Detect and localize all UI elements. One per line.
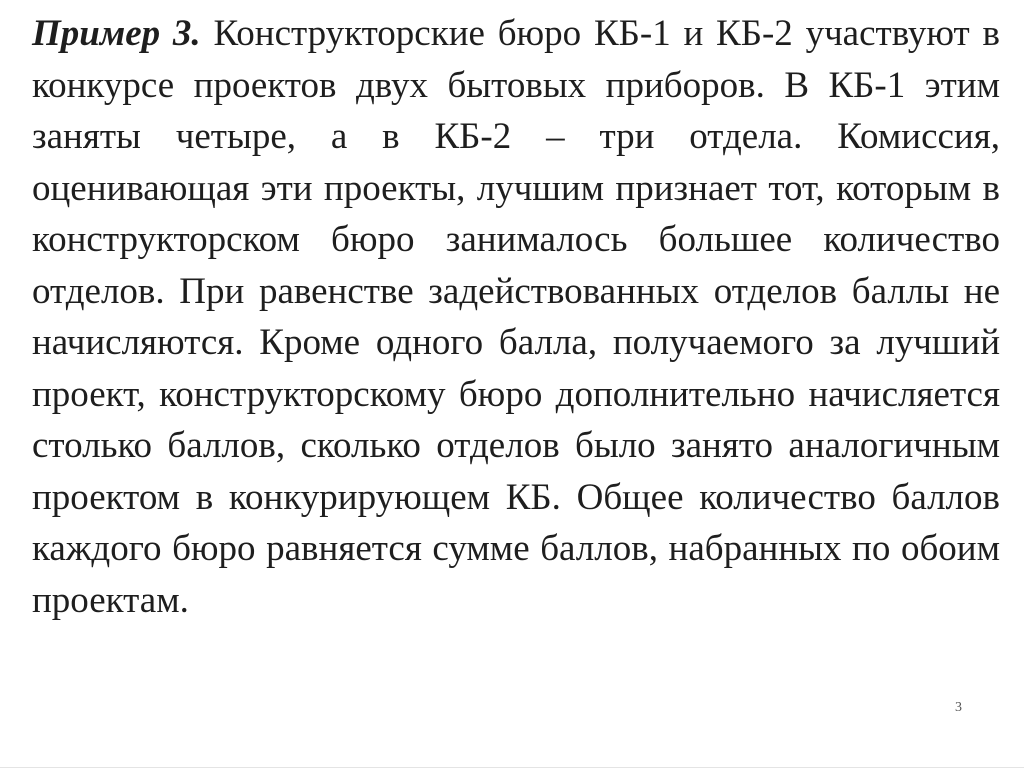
page-number: 3 [955, 700, 962, 715]
example-body: Конструкторские бюро КБ-1 и КБ-2 участвуют в конкурсе проектов двух бытовых приборов. В КБ-1 этим заняты четыре, а в КБ-2 – три отдела. Комиссия, оценивающая эти проекты, лучшим признает тот, которым в конструкторском бюро занималось большее количество отделов. При равенстве задействованных отделов баллы не начисляются. Кроме одного балла, получаемого за лучший проект, конструкторскому бюро дополнительно начисляется столько баллов, сколько отделов было занято аналогичным проектом в конкурирующем КБ. Общее количество баллов каждого бюро равняется сумме баллов, набранных по обоим проектам. [32, 13, 1000, 621]
example-paragraph [32, 8, 1000, 626]
example-label: Пример 3. [32, 13, 201, 54]
